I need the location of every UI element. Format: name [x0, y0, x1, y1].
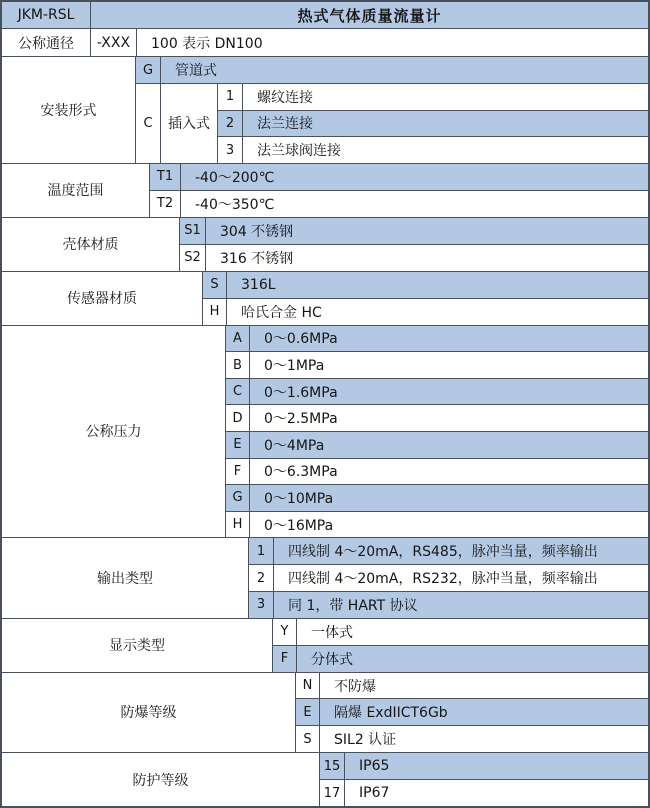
- option-list: [226, 326, 648, 538]
- option-desc: SIL2 认证: [334, 732, 397, 749]
- option-code: F: [273, 646, 297, 672]
- option-row: [226, 405, 648, 432]
- option-desc: IP65: [359, 758, 390, 775]
- section-explosion-proof-grade: [2, 673, 648, 753]
- option-desc: 一体式: [311, 624, 353, 641]
- section-temperature-range: [2, 164, 648, 218]
- option-code: S1: [180, 218, 206, 244]
- option-code: 2: [249, 565, 274, 591]
- option-row: [226, 352, 648, 379]
- option-desc: 0～10MPa: [264, 490, 334, 507]
- option-desc: 0～0.6MPa: [264, 331, 338, 348]
- option-desc: 法兰球阀连接: [257, 143, 341, 160]
- option-list: [249, 538, 648, 617]
- option-desc: 隔爆 ExdIICT6Gb: [334, 705, 448, 722]
- option-code: Y: [273, 619, 297, 645]
- option-desc: 100 表示 DN100: [151, 35, 263, 52]
- option-row: [180, 245, 648, 271]
- option-code: E: [296, 699, 320, 725]
- option-row: [218, 137, 648, 163]
- option-row: [203, 272, 648, 299]
- option-row: [249, 565, 648, 592]
- option-desc: -40～350℃: [195, 196, 275, 213]
- option-row: [226, 485, 648, 512]
- section-display-type: [2, 619, 648, 673]
- option-row: [180, 218, 648, 245]
- section-output-type: [2, 538, 648, 618]
- option-code: F: [226, 459, 250, 485]
- section-protection-grade: [2, 753, 648, 806]
- option-desc: 四线制 4～20mA，RS232，脉冲当量，频率输出: [288, 571, 598, 588]
- option-desc: 法兰连接: [257, 116, 313, 133]
- option-code: 17: [320, 780, 345, 806]
- option-code: B: [226, 352, 250, 378]
- section-label: 防护等级: [2, 753, 320, 806]
- option-row: [296, 673, 648, 700]
- option-code: H: [203, 299, 227, 325]
- option-row: [249, 538, 648, 565]
- option-code: E: [226, 432, 250, 458]
- option-row: [218, 111, 648, 138]
- option-code: 1: [218, 84, 243, 110]
- insert-type-label: 插入式: [161, 84, 218, 163]
- header-row: [2, 2, 648, 29]
- section-nominal-pressure: [2, 326, 648, 539]
- option-desc: 304 不锈钢: [220, 223, 294, 240]
- option-desc: 0～6.3MPa: [264, 464, 338, 481]
- option-desc: IP67: [359, 785, 390, 802]
- option-row: [150, 164, 648, 191]
- option-desc: 哈氏合金 HC: [241, 304, 322, 321]
- option-row: [249, 592, 648, 618]
- section-label: 温度范围: [2, 164, 150, 217]
- option-code: G: [136, 57, 161, 83]
- option-code: 1: [249, 538, 274, 564]
- section-label: 壳体材质: [2, 218, 180, 271]
- option-desc: 同 1，带 HART 协议: [288, 597, 418, 614]
- option-code: G: [226, 485, 250, 511]
- option-code: -XXX: [91, 29, 137, 55]
- option-desc: 0～4MPa: [264, 437, 325, 454]
- option-code: 15: [320, 753, 345, 779]
- option-code: A: [226, 326, 250, 352]
- option-row: [150, 191, 648, 217]
- option-desc: 管道式: [175, 63, 217, 80]
- option-desc: 0～1.6MPa: [264, 384, 338, 401]
- option-code: C: [136, 84, 161, 163]
- table-title: 热式气体质量流量计: [91, 2, 648, 28]
- option-desc: -40～200℃: [195, 169, 275, 186]
- option-row: [296, 699, 648, 726]
- section-label: 输出类型: [2, 538, 249, 617]
- option-row: [226, 432, 648, 459]
- option-list: [320, 753, 648, 806]
- insert-type-group: [136, 84, 648, 163]
- option-list: [273, 619, 648, 672]
- section-label: 传感器材质: [2, 272, 203, 325]
- option-desc: 0～1MPa: [264, 358, 325, 374]
- option-row: [273, 646, 648, 672]
- option-desc: 316 不锈钢: [220, 250, 294, 267]
- option-desc: 不防爆: [334, 678, 376, 695]
- option-row: [273, 619, 648, 646]
- option-row: [226, 512, 648, 538]
- option-desc: 0～16MPa: [264, 517, 334, 534]
- section-label: 公称通径: [2, 29, 91, 55]
- section-nominal-diameter: [2, 29, 648, 56]
- option-code: S: [203, 272, 227, 298]
- option-row: [320, 780, 648, 806]
- option-desc: 四线制 4～20mA，RS485，脉冲当量，频率输出: [288, 544, 598, 561]
- option-row: [226, 459, 648, 486]
- option-list: [180, 218, 648, 271]
- option-list: [150, 164, 648, 217]
- section-label: 公称压力: [2, 326, 226, 538]
- option-code: S: [296, 726, 320, 752]
- option-desc: 0～2.5MPa: [264, 411, 338, 428]
- option-list: [136, 57, 648, 163]
- option-code: C: [226, 379, 250, 405]
- option-desc: 分体式: [311, 651, 353, 668]
- option-list: [296, 673, 648, 752]
- section-installation-type: [2, 57, 648, 164]
- option-code: T2: [150, 191, 181, 217]
- option-code: 3: [218, 137, 243, 163]
- option-code: T1: [150, 164, 181, 190]
- section-label: 防爆等级: [2, 673, 296, 752]
- section-label: 显示类型: [2, 619, 273, 672]
- option-code: 3: [249, 592, 274, 618]
- option-list: [218, 84, 648, 163]
- section-sensor-material: [2, 272, 648, 326]
- option-code: N: [296, 673, 320, 699]
- option-list: [203, 272, 648, 325]
- option-row: [203, 299, 648, 325]
- option-row: [136, 57, 648, 84]
- option-code: H: [226, 512, 250, 538]
- option-row: [218, 84, 648, 111]
- option-desc: 螺纹连接: [257, 89, 313, 106]
- option-row: [320, 753, 648, 780]
- option-desc: 316L: [241, 276, 276, 293]
- option-row: [226, 326, 648, 353]
- section-housing-material: [2, 218, 648, 272]
- model-code: JKM-RSL: [2, 2, 91, 28]
- option-code: S2: [180, 245, 206, 271]
- section-label: 安装形式: [2, 57, 136, 163]
- option-row: [226, 379, 648, 406]
- option-code: 2: [218, 111, 243, 137]
- option-row: [296, 726, 648, 752]
- option-code: D: [226, 405, 250, 431]
